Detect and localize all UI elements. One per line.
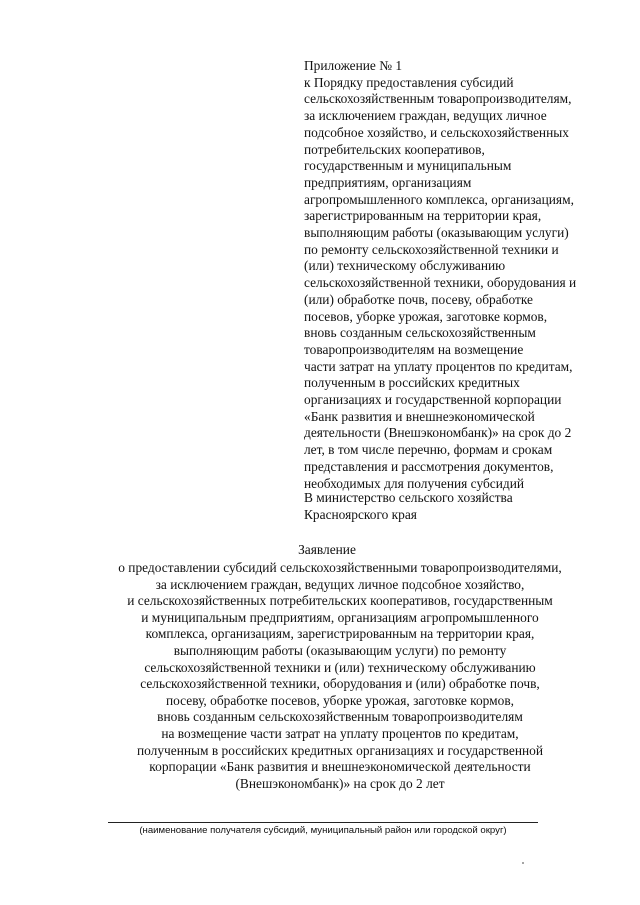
appendix-line: части затрат на уплату процентов по кредитам, [304,358,573,374]
appendix-line: сельскохозяйственной техники, оборудования и [304,275,577,291]
appendix-line: Приложение № 1 [304,58,403,73]
appendix-line: организациях и государственной корпорации [304,392,562,408]
appendix-line: сельскохозяйственным товаропроизводителям, [304,91,572,107]
appendix-line: государственным и муниципальным [304,158,512,174]
statement-line: сельскохозяйственной техники, оборудования и (или) обработке почв, [140,676,540,692]
statement-line: посеву, обработке посевов, уборке урожая, заготовке кормов, [165,692,515,708]
appendix-line: товаропроизводителям на возмещение [304,341,524,357]
statement-line: о предоставлении субсидий сельскохозяйственными товаропроизводителями, [118,560,562,575]
appendix-line: потребительских кооперативов, [304,141,485,157]
statement-line: полученным в российских кредитных организациях и государственной [136,742,544,758]
addressee-line: Красноярского края [304,506,417,522]
appendix-line: зарегистрированным на территории края, [304,208,542,224]
appendix-line: предприятиям, организациям [304,174,472,190]
statement-line: (Внешэкономбанк)» на срок до 2 лет [235,775,445,791]
addressee-block [304,490,624,523]
scan-speck [522,862,524,864]
statement-line: и сельскохозяйственных потребительских кооперативов, государственным [127,593,553,609]
statement-body [60,560,620,792]
statement-line: комплекса, организациям, зарегистрированным на территории края, [145,626,535,642]
appendix-line: необходимых для получения субсидий [304,475,525,491]
appendix-line: (или) обработке почв, посеву, обработке [304,291,533,307]
statement-line: и муниципальным предприятиям, организациям агропромышленного [141,609,539,625]
statement-line: сельскохозяйственной техники и (или) техническому обслуживанию [144,659,536,675]
appendix-line: полученным в российских кредитных [304,375,520,391]
statement-line: на возмещение части затрат на уплату процентов по кредитам, [161,725,519,741]
statement-line: корпорации «Банк развития и внешнеэкономической деятельности [149,759,531,775]
appendix-line: к Порядку предоставления субсидий [304,74,514,90]
appendix-line: «Банк развития и внешнеэкономической [304,408,535,424]
recipient-field-caption: (наименование получателя субсидий, муниципальный район или городской округ) [139,825,507,836]
appendix-line: посевов, уборке урожая, заготовке кормов, [304,308,548,324]
appendix-line: подсобное хозяйство, и сельскохозяйственных [304,124,569,140]
statement-title: Заявление [298,542,356,557]
appendix-line: за исключением граждан, ведущих личное [304,108,547,124]
appendix-line: представления и рассмотрения документов, [304,458,554,474]
statement-line: вновь созданным сельскохозяйственным товаропроизводителям [157,709,523,725]
recipient-name-field[interactable] [108,822,538,823]
appendix-line: вновь созданным сельскохозяйственным [304,325,536,341]
appendix-line: деятельности (Внешэкономбанк)» на срок до 2 [304,425,572,441]
appendix-line: по ремонту сельскохозяйственной техники и [304,241,559,257]
appendix-line: выполняющим работы (оказывающим услуги) [304,225,569,241]
statement-line: за исключением граждан, ведущих личное подсобное хозяйство, [155,576,525,592]
appendix-block [304,58,624,492]
statement-line: выполняющим работы (оказывающим услуги) по ремонту [173,642,507,658]
appendix-line: лет, в том числе перечню, формам и срокам [304,442,553,458]
appendix-line: (или) техническому обслуживанию [304,258,506,274]
appendix-line: агропромышленного комплекса, организациям, [304,191,574,207]
addressee-line: В министерство сельского хозяйства [304,490,513,505]
